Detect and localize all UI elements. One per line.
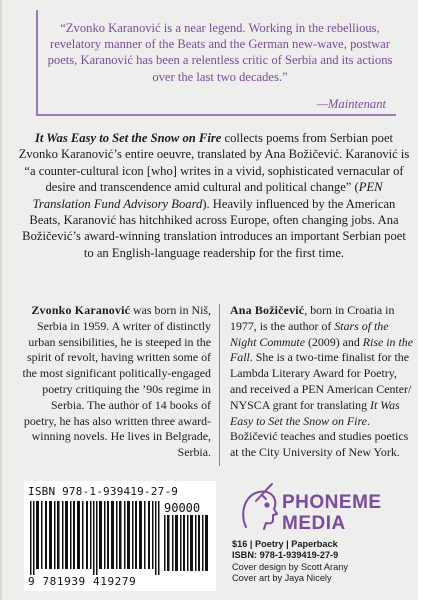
description-part-2: ). Heavily influenced by the American Beats, Karanović has hitchhiked across Europe, often changing jobs. Ana Božičević’s award-winning translation introduces an important Serbian poet to an English-language readership for the first time. bbox=[22, 196, 406, 260]
bio-divider bbox=[219, 304, 220, 466]
book-description bbox=[16, 130, 412, 261]
isbn-label: ISBN 978-1-939419-27-9 bbox=[28, 485, 179, 498]
translator-bio-text-2: (2009) and bbox=[304, 334, 363, 349]
translator-book-3: It Was Easy to Set the Snow on Fire bbox=[230, 397, 400, 428]
author-name: Zvonko Karanović bbox=[31, 303, 131, 317]
blurb-quote: “Zvonko Karanović is a near legend. Working in the rebellious, revelatory manner of the Beats and the German new-wave, postwar poets, Karanović has been a relentless critic of Serbia and its actions over the last two decades.” bbox=[47, 21, 393, 84]
isbn-barcode bbox=[24, 481, 216, 591]
supplemental-barcode-icon bbox=[164, 515, 210, 571]
book-details bbox=[232, 539, 412, 584]
translator-book-2: Rise in the Fall bbox=[230, 334, 413, 365]
book-title: It Was Easy to Set the Snow on Fire bbox=[34, 131, 222, 145]
price-code: 90000 bbox=[164, 501, 201, 515]
price-line: $16 | Poetry | Paperback bbox=[232, 539, 338, 549]
cover-left-edge bbox=[0, 0, 2, 600]
translator-bio bbox=[230, 303, 414, 461]
translator-bio-text-4: . Božičević teaches and studies poetics at the City University of New York. bbox=[230, 413, 409, 460]
translator-bio-text-3: . She is a two-time finalist for the Lambda Literary Award for Poetry, and received a PEN American Center/ NYSCA grant for translating bbox=[230, 350, 412, 412]
publisher-name-line-2: MEDIA bbox=[282, 513, 346, 534]
translator-bio-text-1: , born in Croatia in 1977, is the author of bbox=[230, 303, 395, 333]
design-credit: Cover design by Scott Arany bbox=[232, 561, 348, 572]
quote-attribution: —Maintenant bbox=[316, 97, 386, 111]
author-bio-text: was born in Niš, Serbia in 1959. A writer of distinctly urban sensibilities, he is steeped in the spirit of revolt, having written some of the most significant politically-engaged poetry critiquing the ’90s regime in Serbia. The author of 14 books of poetry, he has also written three award-winning novels. He lives in Belgrade, Serbia. bbox=[22, 303, 211, 460]
description-part-1: collects poems from Serbian poet Zvonko Karanović’s entire oeuvre, translated by Ana Božičević. Karanović is “a counter-cultural icon [who] writes in a vivid, sophisticated vernacular of desire and transcendence amid cultural and political change” ( bbox=[18, 131, 410, 195]
cover-right-edge bbox=[418, 0, 428, 600]
isbn-line: ISBN: 978-1-939419-27-9 bbox=[232, 550, 339, 561]
art-credit: Cover art by Jaya Nicely bbox=[232, 572, 332, 583]
author-bio bbox=[18, 303, 211, 461]
barcode-icon bbox=[30, 501, 160, 575]
publisher-name-line-1: PHONEME bbox=[282, 492, 382, 513]
description-source: PEN Translation Fund Advisory Board bbox=[32, 180, 383, 211]
translator-name: Ana Božičević bbox=[230, 303, 305, 317]
quill-head-logo-icon bbox=[236, 481, 282, 535]
isbn-digits: 9 781939 419279 bbox=[28, 575, 137, 588]
translator-book-1: Stars of the Night Commute bbox=[230, 318, 389, 349]
